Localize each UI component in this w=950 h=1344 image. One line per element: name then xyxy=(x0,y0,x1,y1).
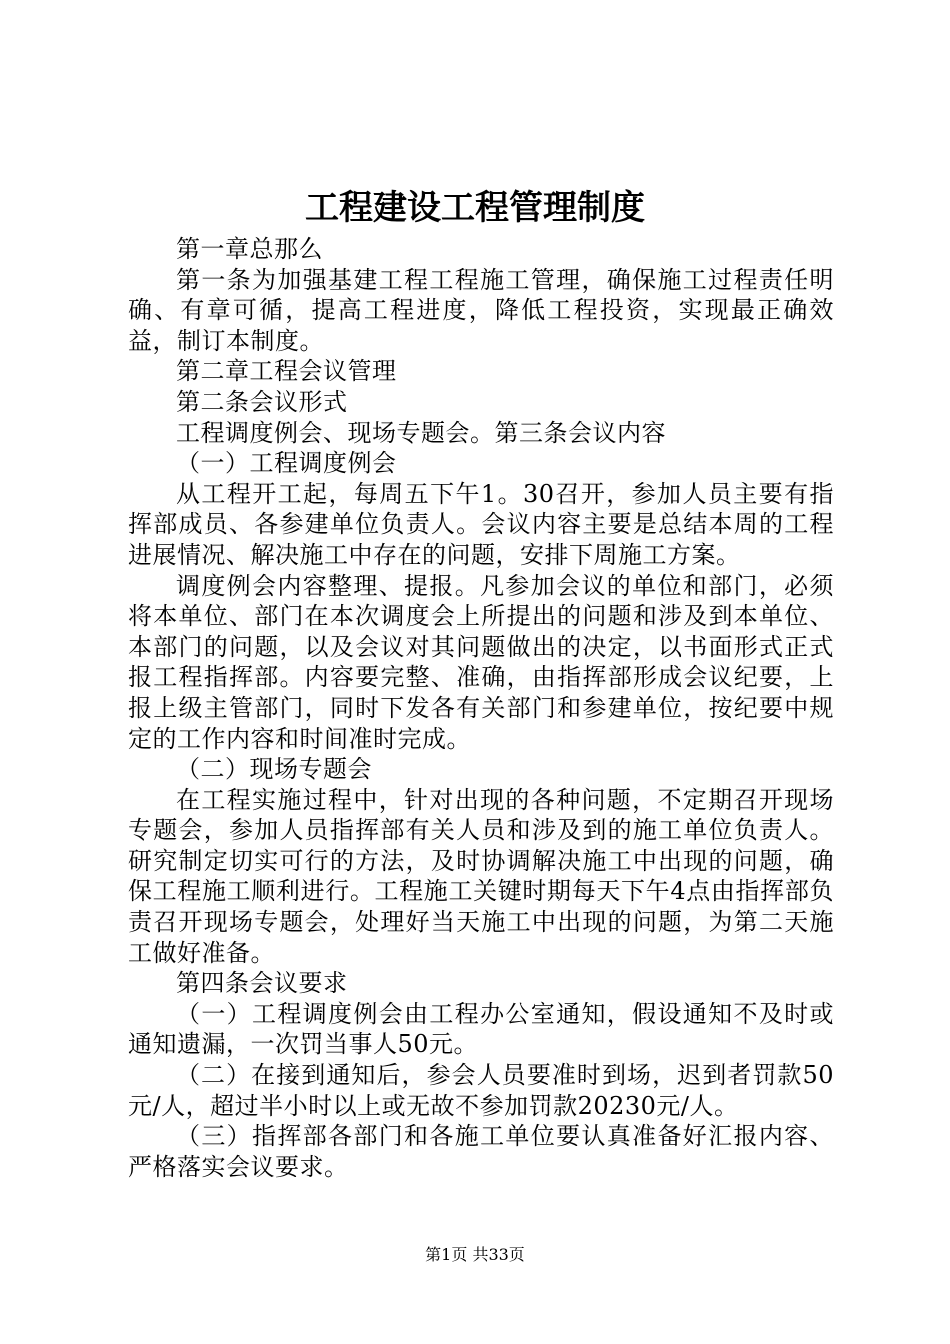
body-paragraph: 调度例会内容整理、提报。凡参加会议的单位和部门，必须将本单位、部门在本次调度会上所提出的问题和涉及到本单位、本部门的问题，以及会议对其问题做出的决定，以书面形式正式报工程指挥部。内容要完整、准确，由指挥部形成会议纪要，上报上级主管部门，同时下发各有关部门和参建单位，按纪要中规定的工作内容和时间准时完成。 xyxy=(128,571,834,753)
chapter-heading: 第一章总那么 xyxy=(176,235,323,263)
requirement-item: （一）工程调度例会由工程办公室通知，假设通知不及时或通知遗漏，一次罚当事人50元。 xyxy=(128,999,834,1059)
body-paragraph: 从工程开工起，每周五下午1。30召开，参加人员主要有指挥部成员、各参建单位负责人。会议内容主要是总结本周的工程进展情况、解决施工中存在的问题，安排下周施工方案。 xyxy=(128,479,834,569)
section-heading: （一）工程调度例会 xyxy=(176,449,397,478)
requirement-item: （二）在接到通知后，参会人员要准时到场，迟到者罚款50元/人，超过半小时以上或无故不参加罚款20230元/人。 xyxy=(128,1061,834,1120)
page-number-footer: 第1页 共33页 xyxy=(425,1245,525,1264)
body-paragraph: 在工程实施过程中，针对出现的各种问题，不定期召开现场专题会，参加人员指挥部有关人员和涉及到的施工单位负责人。研究制定切实可行的方法，及时协调解决施工中出现的问题，确保工程施工顺利进行。工程施工关键时期每天下午4点由指挥部负责召开现场专题会，处理好当天施工中出现的问题，为第二天施工做好准备。 xyxy=(128,785,834,967)
article-heading: 第四条会议要求 xyxy=(176,969,348,998)
document-title: 工程建设工程管理制度 xyxy=(305,188,645,228)
requirement-item: （三）指挥部各部门和各施工单位要认真准备好汇报内容、严格落实会议要求。 xyxy=(128,1122,834,1181)
chapter-heading: 第二章工程会议管理 xyxy=(176,357,397,386)
article-paragraph: 第一条为加强基建工程工程施工管理，确保施工过程责任明确、有章可循，提高工程进度，降低工程投资，实现最正确效益，制订本制度。 xyxy=(128,265,834,355)
article-heading: 第二条会议形式 xyxy=(176,387,348,416)
document-body xyxy=(128,234,834,1182)
section-heading: （二）现场专题会 xyxy=(176,755,372,784)
body-paragraph: 工程调度例会、现场专题会。第三条会议内容 xyxy=(176,418,666,447)
